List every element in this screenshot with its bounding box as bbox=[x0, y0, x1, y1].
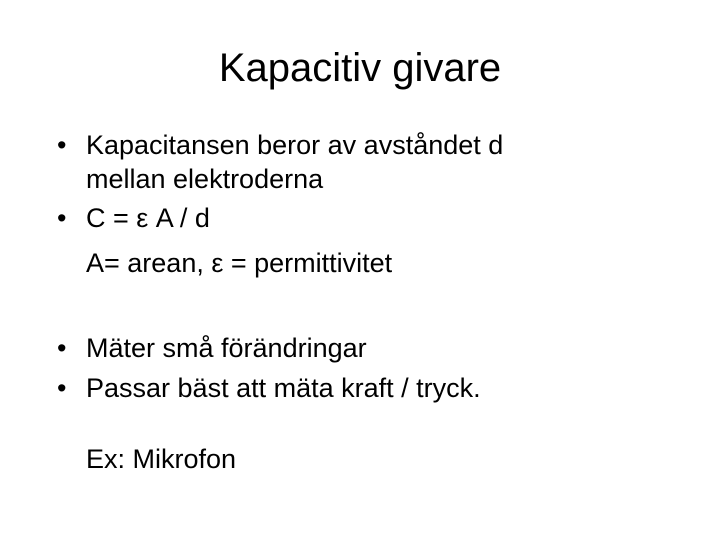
bullet-text-4: Passar bäst att mäta kraft / tryck. bbox=[86, 373, 481, 403]
bullet-icon: • bbox=[57, 373, 67, 403]
bullet-icon: • bbox=[57, 130, 67, 160]
formula-text: C = ε A / d bbox=[86, 203, 210, 233]
bullet-icon: • bbox=[57, 333, 67, 363]
slide-title: Kapacitiv givare bbox=[218, 46, 502, 90]
bullet-icon: • bbox=[57, 203, 67, 233]
example-text: Ex: Mikrofon bbox=[86, 444, 237, 474]
bullet-text-1-line-2: mellan elektroderna bbox=[86, 164, 324, 194]
formula-definition: A= arean, ε = permittivitet bbox=[86, 248, 393, 278]
bullet-text-3: Mäter små förändringar bbox=[86, 333, 367, 363]
bullet-text-1-line-1: Kapacitansen beror av avståndet d bbox=[86, 130, 504, 160]
